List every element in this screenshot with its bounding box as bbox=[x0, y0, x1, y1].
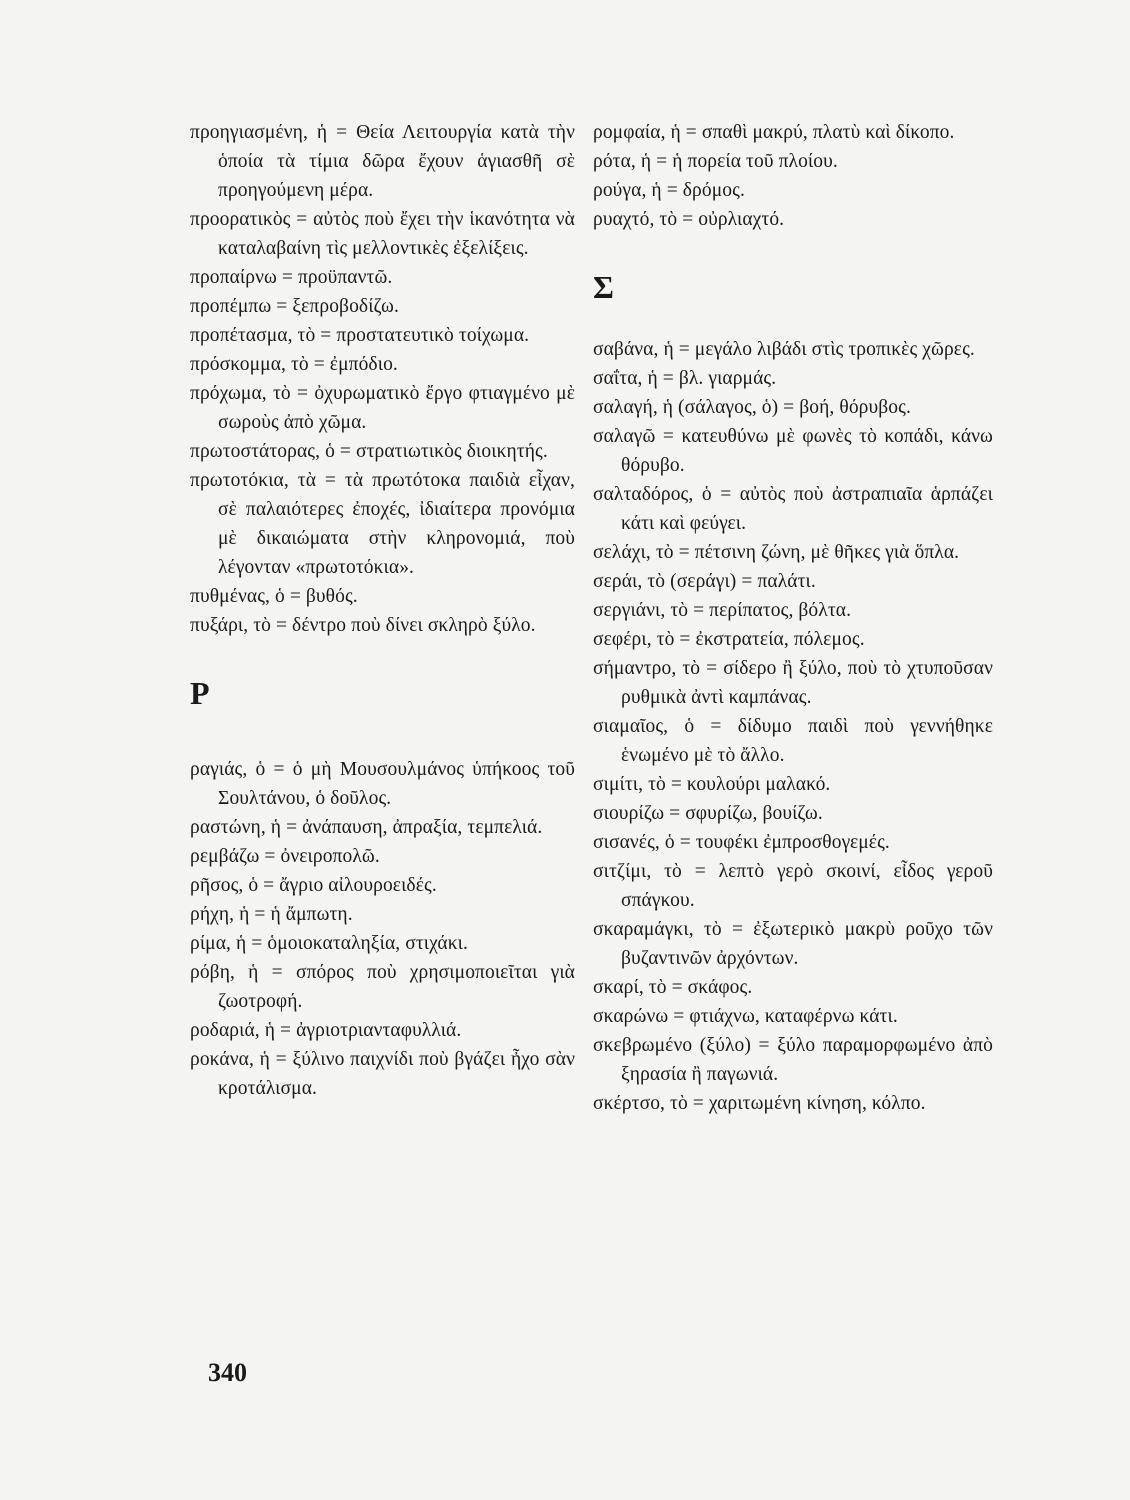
glossary-entry: ροδαριά, ἡ = ἀγριοτριανταφυλλιά. bbox=[190, 1020, 462, 1041]
glossary-entry: σεργιάνι, τὸ = περίπατος, βόλτα. bbox=[593, 600, 852, 621]
glossary-entry: σκαρώνω = φτιάχνω, καταφέρνω κάτι. bbox=[593, 1006, 898, 1027]
glossary-entry: πρόχωμα, τὸ = ὀχυρωματικὸ ἔργο φτιαγμένο μὲ σωροὺς ἀπὸ χῶμα. bbox=[190, 383, 575, 433]
glossary-entry: ραστώνη, ἡ = ἀνάπαυση, ἀπραξία, τεμπελιά. bbox=[190, 817, 543, 838]
section-letter-rho: Ρ bbox=[190, 675, 210, 711]
glossary-entry: σισανές, ὁ = τουφέκι ἐμπροσθογεμές. bbox=[593, 832, 890, 853]
glossary-entry: πρωτοτόκια, τὰ = τὰ πρωτότοκα παιδιὰ εἶχαν, σὲ παλαιότερες ἐποχές, ἰδιαίτερα προνόμια μὲ δικαιώματα στὴν κληρονομιά, ποὺ λέγονταν «πρωτοτόκια». bbox=[190, 470, 575, 578]
glossary-entry: ρήχη, ἡ = ἡ ἄμπωτη. bbox=[190, 904, 353, 925]
glossary-entry: σιτζίμι, τὸ = λεπτὸ γερὸ σκοινί, εἶδος γεροῦ σπάγκου. bbox=[593, 861, 993, 911]
glossary-entry: σαΐτα, ἡ = βλ. γιαρμάς. bbox=[593, 368, 777, 389]
glossary-entry: πρόσκομμα, τὸ = ἐμπόδιο. bbox=[190, 354, 398, 375]
glossary-entry: ραγιάς, ὁ = ὁ μὴ Μουσουλμάνος ὑπήκοος τοῦ Σουλτάνου, ὁ δοῦλος. bbox=[190, 759, 575, 809]
glossary-entry: ρότα, ἡ = ἡ πορεία τοῦ πλοίου. bbox=[593, 151, 838, 172]
glossary-entry: σαλαγῶ = κατευθύνω μὲ φωνὲς τὸ κοπάδι, κάνω θόρυβο. bbox=[593, 426, 993, 476]
glossary-entry: σαλαγή, ἡ (σάλαγος, ὁ) = βοή, θόρυβος. bbox=[593, 397, 911, 418]
glossary-entry: σελάχι, τὸ = πέτσινη ζώνη, μὲ θῆκες γιὰ ὅπλα. bbox=[593, 542, 960, 563]
glossary-entry: ρυαχτό, τὸ = οὐρλιαχτό. bbox=[593, 209, 785, 230]
glossary-entry: πυθμένας, ὁ = βυθός. bbox=[190, 586, 358, 607]
glossary-entry: σεράι, τὸ (σεράγι) = παλάτι. bbox=[593, 571, 816, 592]
glossary-entry: προπαίρνω = προϋπαντῶ. bbox=[190, 267, 393, 288]
glossary-entry: προορατικὸς = αὐτὸς ποὺ ἔχει τὴν ἱκανότητα νὰ καταλαβαίνη τὶς μελλοντικὲς ἐξελίξεις. bbox=[190, 209, 575, 259]
glossary-entry: σκεβρωμένο (ξύλο) = ξύλο παραμορφωμένο ἀπὸ ξηρασία ἢ παγωνιά. bbox=[593, 1035, 993, 1085]
glossary-entry: σαλταδόρος, ὁ = αὐτὸς ποὺ ἀστραπιαῖα ἁρπάζει κάτι καὶ φεύγει. bbox=[593, 484, 993, 534]
glossary-entry: σκαραμάγκι, τὸ = ἐξωτερικὸ μακρὺ ροῦχο τῶν βυζαντινῶν ἀρχόντων. bbox=[593, 919, 993, 969]
glossary-entry: προηγιασμένη, ἡ = Θεία Λειτουργία κατὰ τὴν ὁποία τὰ τίμια δῶρα ἔχουν ἁγιασθῆ σὲ προηγούμενη μέρα. bbox=[190, 122, 575, 201]
glossary-entry: σαβάνα, ἡ = μεγάλο λιβάδι στὶς τροπικὲς χῶρες. bbox=[593, 339, 975, 360]
glossary-entry: ροκάνα, ἡ = ξύλινο παιχνίδι ποὺ βγάζει ἦχο σὰν κροτάλισμα. bbox=[190, 1049, 575, 1099]
glossary-entry: σκέρτσο, τὸ = χαριτωμένη κίνηση, κόλπο. bbox=[593, 1093, 926, 1114]
glossary-entry: σκαρί, τὸ = σκάφος. bbox=[593, 977, 753, 998]
glossary-entry: ρεμβάζω = ὀνειροπολῶ. bbox=[190, 846, 380, 867]
glossary-entry: ρίμα, ἡ = ὁμοιοκαταληξία, στιχάκι. bbox=[190, 933, 468, 954]
right-column bbox=[593, 118, 993, 1118]
glossary-entry: προπέτασμα, τὸ = προστατευτικὸ τοίχωμα. bbox=[190, 325, 530, 346]
glossary-entry: σεφέρι, τὸ = ἐκστρατεία, πόλεμος. bbox=[593, 629, 865, 650]
glossary-entry: ρούγα, ἡ = δρόμος. bbox=[593, 180, 745, 201]
glossary-entry: σήμαντρο, τὸ = σίδερο ἢ ξύλο, ποὺ τὸ χτυποῦσαν ρυθμικὰ ἀντὶ καμπάνας. bbox=[593, 658, 993, 708]
glossary-entry: πρωτοστάτορας, ὁ = στρατιωτικὸς διοικητής. bbox=[190, 441, 548, 462]
glossary-entry: σιμίτι, τὸ = κουλούρι μαλακό. bbox=[593, 774, 831, 795]
page-number: 340 bbox=[208, 1358, 247, 1387]
glossary-entry: ρομφαία, ἡ = σπαθὶ μακρύ, πλατὺ καὶ δίκοπο. bbox=[593, 122, 955, 143]
glossary-entry: ρόβη, ἡ = σπόρος ποὺ χρησιμοποιεῖται γιὰ ζωοτροφή. bbox=[190, 962, 575, 1012]
glossary-entry: ρῆσος, ὁ = ἄγριο αἰλουροειδές. bbox=[190, 875, 437, 896]
section-letter-sigma: Σ bbox=[593, 269, 614, 305]
glossary-entry: σιουρίζω = σφυρίζω, βουίζω. bbox=[593, 803, 823, 824]
left-column bbox=[190, 118, 575, 1103]
glossary-entry: προπέμπω = ξεπροβοδίζω. bbox=[190, 296, 399, 317]
glossary-entry: σιαμαῖος, ὁ = δίδυμο παιδὶ ποὺ γεννήθηκε ἑνωμένο μὲ τὸ ἄλλο. bbox=[593, 716, 993, 766]
glossary-entry: πυξάρι, τὸ = δέντρο ποὺ δίνει σκληρὸ ξύλο. bbox=[190, 615, 536, 636]
